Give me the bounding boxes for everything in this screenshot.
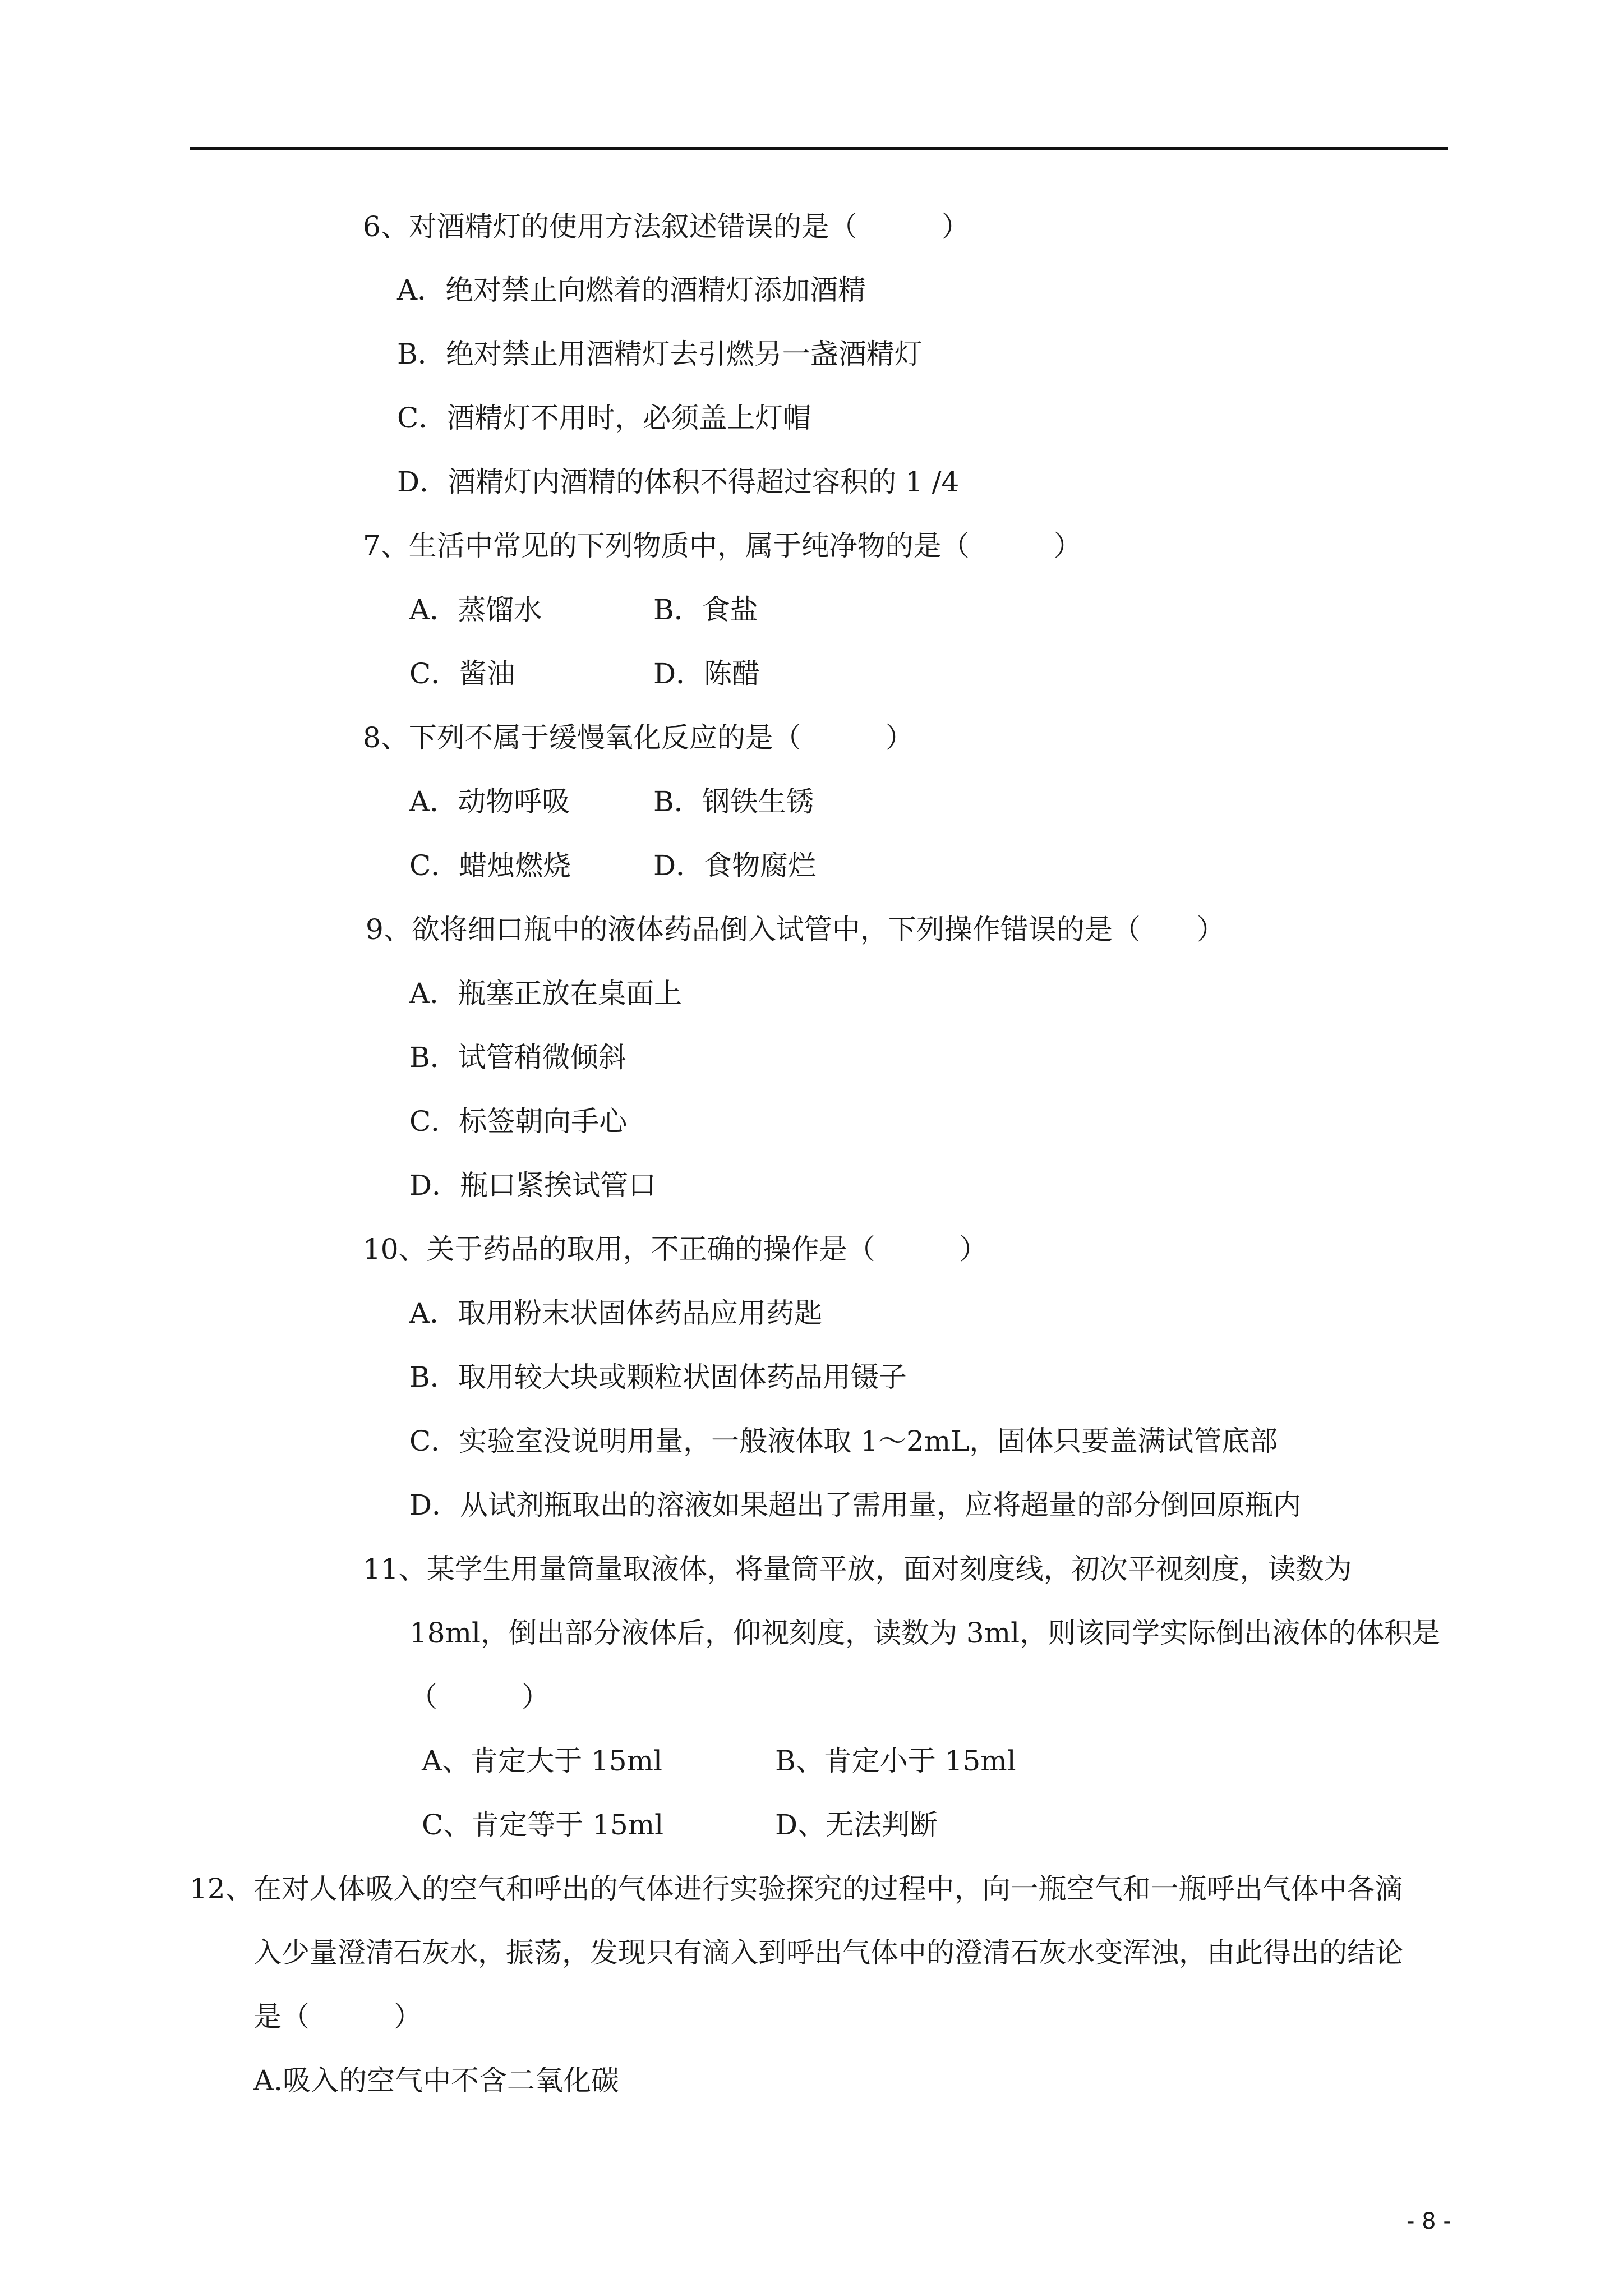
page-number: - 8 - — [1407, 2208, 1451, 2234]
question-8-option-a: A．动物呼吸 — [409, 785, 570, 818]
question-7-option-d: D．陈醋 — [653, 657, 760, 690]
question-11-stem-line-1: 11、某学生用量筒量取液体，将量筒平放，面对刻度线，初次平视刻度，读数为 — [363, 1553, 1352, 1585]
question-8-option-d: D．食物腐烂 — [653, 849, 817, 882]
header-rule — [190, 147, 1448, 150]
question-6-option-b: B．绝对禁止用酒精灯去引燃另一盏酒精灯 — [397, 338, 923, 370]
question-8-option-b: B．钢铁生锈 — [653, 785, 814, 818]
question-11-option-c: C、肯定等于 15ml — [422, 1809, 664, 1841]
question-9-option-a: A．瓶塞正放在桌面上 — [409, 977, 683, 1010]
question-6-stem: 6、对酒精灯的使用方法叙述错误的是（ ） — [363, 210, 970, 243]
question-10-stem: 10、关于药品的取用，不正确的操作是（ ） — [363, 1233, 988, 1266]
question-12-stem-line-3: 是（ ） — [253, 2000, 422, 2033]
question-7-option-a: A．蒸馏水 — [409, 593, 542, 626]
question-8-option-c: C．蜡烛燃烧 — [409, 849, 571, 882]
question-10-option-d: D．从试剂瓶取出的溶液如果超出了需用量，应将超量的部分倒回原瓶内 — [409, 1489, 1302, 1521]
question-11-option-b: B、肯定小于 15ml — [775, 1745, 1016, 1777]
question-12-stem-line-2: 入少量澄清石灰水，振荡，发现只有滴入到呼出气体中的澄清石灰水变浑浊，由此得出的结论 — [253, 1936, 1403, 1969]
question-11-option-a: A、肯定大于 15ml — [422, 1745, 663, 1777]
question-7-stem: 7、生活中常见的下列物质中，属于纯净物的是（ ） — [363, 530, 1082, 562]
question-7-option-c: C．酱油 — [409, 657, 515, 690]
question-9-option-b: B．试管稍微倾斜 — [409, 1041, 626, 1074]
question-11-stem-line-2: 18ml，倒出部分液体后，仰视刻度，读数为 3ml，则该同学实际倒出液体的体积是 — [409, 1617, 1441, 1649]
question-11-stem-line-3: （ ） — [409, 1681, 550, 1713]
question-6-option-a: A．绝对禁止向燃着的酒精灯添加酒精 — [397, 274, 866, 306]
question-11-option-d: D、无法判断 — [775, 1809, 938, 1841]
question-7-option-b: B．食盐 — [653, 593, 758, 626]
question-9-option-c: C．标签朝向手心 — [409, 1105, 628, 1138]
question-9-stem: 9、欲将细口瓶中的液体药品倒入试管中，下列操作错误的是（ ） — [366, 913, 1225, 946]
question-6-option-d: D．酒精灯内酒精的体积不得超过容积的 1 /4 — [397, 466, 960, 498]
question-10-option-b: B．取用较大块或颗粒状固体药品用镊子 — [409, 1361, 907, 1393]
question-10-option-a: A．取用粉末状固体药品应用药匙 — [409, 1297, 823, 1329]
question-12-option-a: A.吸入的空气中不含二氧化碳 — [253, 2064, 620, 2097]
question-8-stem: 8、下列不属于缓慢氧化反应的是（ ） — [363, 721, 914, 754]
question-10-option-c: C．实验室没说明用量，一般液体取 1～2mL，固体只要盖满试管底部 — [409, 1425, 1278, 1457]
question-12-stem-line-1: 12、在对人体吸入的空气和呼出的气体进行实验探究的过程中，向一瓶空气和一瓶呼出气体中各滴 — [190, 1872, 1403, 1905]
question-9-option-d: D．瓶口紧挨试管口 — [409, 1169, 657, 1202]
question-6-option-c: C．酒精灯不用时，必须盖上灯帽 — [397, 402, 811, 434]
